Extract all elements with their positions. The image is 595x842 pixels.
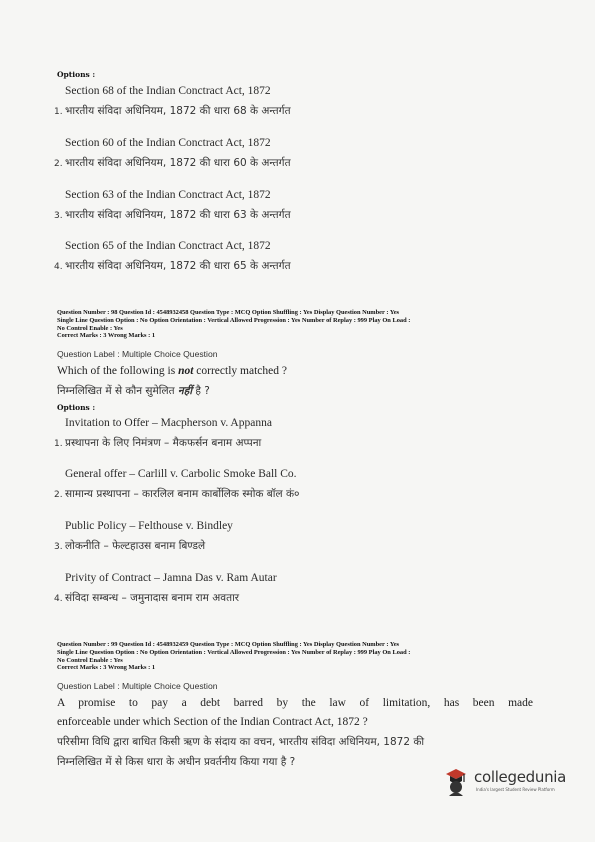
option-text-english: Public Policy – Felthouse v. Bindley: [65, 520, 233, 532]
option-number: 4.: [54, 262, 63, 272]
option-text-english: Section 60 of the Indian Conctract Act, 1872: [65, 137, 271, 149]
option-text-english: Section 63 of the Indian Conctract Act, 1872: [65, 189, 271, 201]
option-text-hindi: सामान्य प्रस्थापना – कारलिल बनाम कार्बोलिक स्मोक बॉल कं०: [65, 488, 300, 500]
option-number: 3.: [54, 542, 63, 552]
option-text-english: Privity of Contract – Jamna Das v. Ram Autar: [65, 572, 277, 584]
option-number: 3.: [54, 211, 63, 221]
option-number: 1.: [54, 107, 63, 117]
option-text-hindi: भारतीय संविदा अधिनियम, 1872 की धारा 60 के अन्तर्गत: [65, 157, 291, 169]
option-text-hindi: लोकनीति – फेल्टहाउस बनाम बिण्डले: [65, 540, 206, 552]
question-text-english-line1: A promise to pay a debt barred by the law of limitation, has been made: [57, 697, 533, 709]
metadata-line: No Control Enable : Yes: [57, 324, 123, 332]
option-text-hindi: संविदा सम्बन्ध – जमुनादास बनाम राम अवतार: [65, 592, 240, 604]
brand-tagline: India's largest Student Review Platform: [476, 787, 555, 792]
question-text-english-line2: enforceable under which Section of the Indian Contract Act, 1872 ?: [57, 716, 368, 728]
metadata-line: Single Line Question Option : No Option Orientation : Vertical Allowed Progression : Yes Number of Replay : 999 Play On Load :: [57, 648, 411, 656]
metadata-line: No Control Enable : Yes: [57, 656, 123, 664]
question-metadata: [57, 641, 547, 672]
metadata-line: Single Line Question Option : No Option Orientation : Vertical Allowed Progression : Yes Number of Replay : 999 Play On Load :: [57, 316, 411, 324]
emphasis-not: not: [178, 365, 194, 377]
option-text-english: Invitation to Offer – Macpherson v. Appanna: [65, 417, 272, 429]
question-text-hindi-line2: निम्नलिखित में से किस धारा के अधीन प्रवर्तनीय किया गया है ?: [57, 756, 296, 768]
question-text-english: Which of the following is not correctly matched ?: [57, 365, 287, 377]
question-label: Question Label : Multiple Choice Question: [57, 681, 218, 691]
emphasis-nahi: नहीं: [177, 385, 193, 397]
option-text-english: Section 65 of the Indian Conctract Act, 1872: [65, 240, 271, 252]
option-text-english: General offer – Carlill v. Carbolic Smoke Ball Co.: [65, 468, 297, 480]
option-text-hindi: भारतीय संविदा अधिनियम, 1872 की धारा 68 के अन्तर्गत: [65, 105, 291, 117]
graduate-logo-icon: [441, 762, 471, 798]
option-number: 1.: [54, 439, 63, 449]
options-header: Options :: [57, 70, 96, 79]
question-metadata: [57, 309, 547, 340]
metadata-line: Question Number : 98 Question Id : 4548932458 Question Type : MCQ Option Shuffling : Yes Display Question Number : Yes: [57, 309, 400, 316]
marks-line: Correct Marks : 3 Wrong Marks : 1: [57, 332, 156, 340]
option-number: 2.: [54, 490, 63, 500]
marks-line: Correct Marks : 3 Wrong Marks : 1: [57, 664, 156, 672]
question-text-hindi-line1: परिसीमा विधि द्वारा बाधित किसी ऋण के संदाय का वचन, भारतीय संविदा अधिनियम, 1872 की: [57, 736, 425, 748]
question-label: Question Label : Multiple Choice Question: [57, 349, 218, 359]
option-text-hindi: प्रस्थापना के लिए निमंत्रण – मैकफर्सन बनाम अप्पना: [65, 437, 262, 449]
option-number: 4.: [54, 594, 63, 604]
collegedunia-watermark: [441, 762, 567, 802]
option-text-hindi: भारतीय संविदा अधिनियम, 1872 की धारा 63 के अन्तर्गत: [65, 209, 291, 221]
option-text-hindi: भारतीय संविदा अधिनियम, 1872 की धारा 65 के अन्तर्गत: [65, 260, 291, 272]
brand-name: collegedunia: [474, 768, 567, 786]
option-text-english: Section 68 of the Indian Conctract Act, 1872: [65, 85, 271, 97]
options-header: Options :: [57, 403, 96, 412]
option-number: 2.: [54, 159, 63, 169]
metadata-line: Question Number : 99 Question Id : 4548932459 Question Type : MCQ Option Shuffling : Yes Display Question Number : Yes: [57, 641, 400, 648]
question-text-hindi: निम्नलिखित में से कौन सुमेलित नहीं है ?: [57, 385, 210, 397]
